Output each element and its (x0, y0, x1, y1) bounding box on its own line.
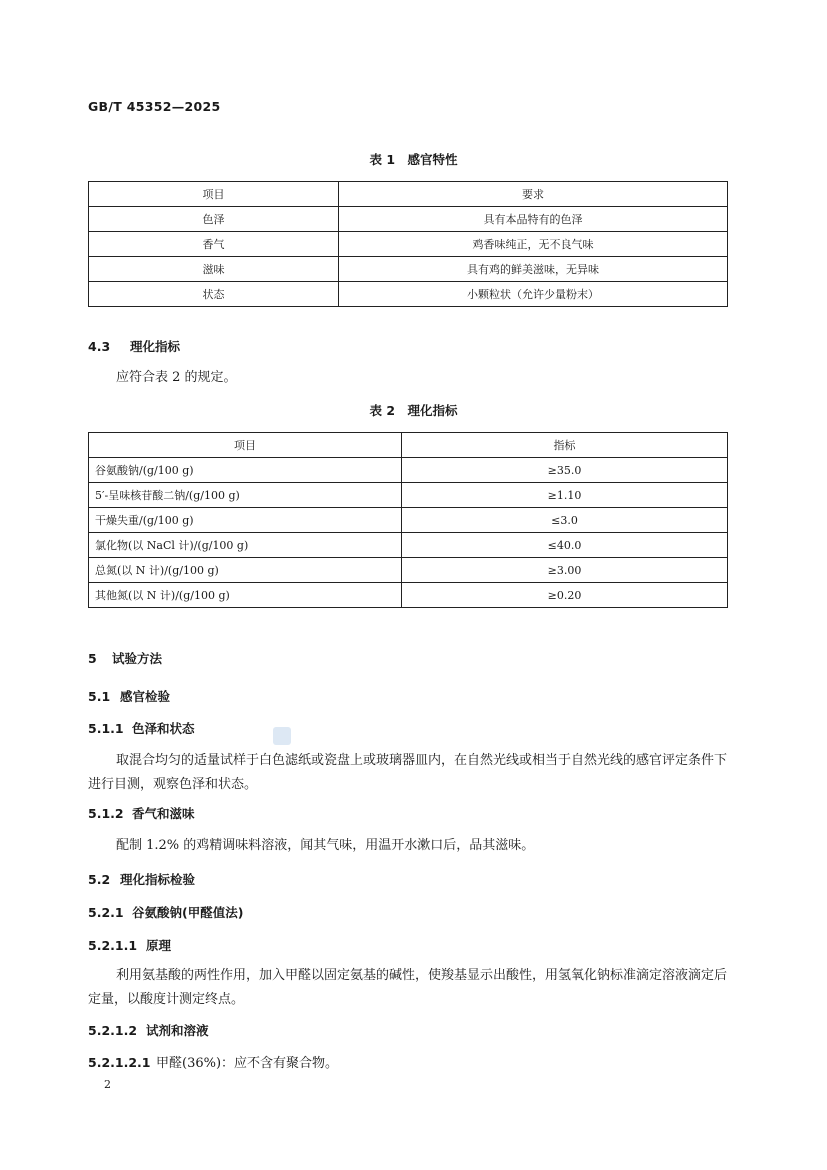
table-cell: 具有本品特有的色泽 (339, 207, 728, 232)
section-5-1-1-text: 取混合均匀的适量试样于白色滤纸或瓷盘上或玻璃器皿内，在自然光线或相当于自然光线的感官评定条件下进行目测，观察色泽和状态。 (88, 753, 728, 792)
section-5-2-1-heading (88, 903, 243, 921)
table-row (89, 483, 728, 508)
page-number: 2 (104, 1078, 111, 1091)
table-cell: ≥0.20 (402, 583, 728, 608)
section-5-2-1-2-1-item (88, 1052, 338, 1071)
physicochemical-table (88, 432, 728, 608)
section-title: 试验方法 (112, 651, 163, 666)
section-5-2-heading (88, 870, 195, 888)
table-cell: 鸡香味纯正，无不良气味 (339, 232, 728, 257)
section-number: 5.2.1.2.1 (88, 1055, 151, 1070)
table-row (89, 257, 728, 282)
table-row (89, 232, 728, 257)
section-number: 5.2 (88, 872, 111, 887)
table-cell: 氯化物(以 NaCl 计)/(g/100 g) (89, 533, 402, 558)
column-header: 项目 (89, 182, 339, 207)
table-cell: ≥1.10 (402, 483, 728, 508)
table-row (89, 458, 728, 483)
table-cell: ≤40.0 (402, 533, 728, 558)
table-row (89, 533, 728, 558)
table-row (89, 282, 728, 307)
table-cell: 色泽 (89, 207, 339, 232)
section-title: 色泽和状态 (132, 721, 195, 736)
section-5-1-1-heading (88, 719, 195, 737)
section-4-3-heading (88, 337, 180, 355)
section-title: 原理 (146, 938, 172, 953)
table-cell: 状态 (89, 282, 339, 307)
table-cell: 其他氮(以 N 计)/(g/100 g) (89, 583, 402, 608)
table-header-row (89, 433, 728, 458)
section-5-1-2-text: 配制 1.2% 的鸡精调味料溶液，闻其气味，用温开水漱口后，品其滋味。 (116, 838, 535, 853)
table-cell: 滋味 (89, 257, 339, 282)
section-number: 5.2.1.1 (88, 938, 138, 953)
table-cell: 谷氨酸钠/(g/100 g) (89, 458, 402, 483)
table-cell: 香气 (89, 232, 339, 257)
section-title: 感官检验 (120, 689, 171, 704)
section-title: 谷氨酸钠(甲醛值法) (132, 905, 244, 920)
section-5-1-2-heading (88, 804, 195, 822)
section-number: 5.2.1.2 (88, 1023, 138, 1038)
section-number: 5 (88, 651, 97, 666)
sensory-table (88, 181, 728, 307)
section-number: 5.1.1 (88, 721, 124, 736)
table-cell: 总氮(以 N 计)/(g/100 g) (89, 558, 402, 583)
table-cell: 小颗粒状（允许少量粉末） (339, 282, 728, 307)
table-cell: ≤3.0 (402, 508, 728, 533)
column-header: 指标 (402, 433, 728, 458)
table-row (89, 207, 728, 232)
item-text: 甲醛(36%)：应不含有聚合物。 (156, 1056, 339, 1071)
section-title: 理化指标 (130, 339, 181, 354)
section-title: 试剂和溶液 (146, 1023, 209, 1038)
section-number: 5.1.2 (88, 806, 124, 821)
section-5-2-1-1-heading (88, 936, 171, 954)
table-row (89, 583, 728, 608)
table-cell: 具有鸡的鲜美滋味，无异味 (339, 257, 728, 282)
column-header: 项目 (89, 433, 402, 458)
section-number: 5.2.1 (88, 905, 124, 920)
table-cell: ≥35.0 (402, 458, 728, 483)
table-cell: ≥3.00 (402, 558, 728, 583)
section-5-2-1-1-text: 利用氨基酸的两性作用，加入甲醛以固定氨基的碱性，使羧基显示出酸性，用氢氧化钠标准滴定溶液滴定后定量，以酸度计测定终点。 (88, 968, 728, 1007)
section-title: 香气和滋味 (132, 806, 195, 821)
table-cell: 5′-呈味核苷酸二钠/(g/100 g) (89, 483, 402, 508)
table-cell: 干燥失重/(g/100 g) (89, 508, 402, 533)
table1-caption: 表 1 感官特性 (369, 152, 458, 167)
table2-caption: 表 2 理化指标 (369, 403, 458, 418)
section-5-2-1-2-heading (88, 1021, 209, 1039)
section-number: 4.3 (88, 339, 111, 354)
table-header-row (89, 182, 728, 207)
section-5-1-heading (88, 687, 170, 705)
section-number: 5.1 (88, 689, 111, 704)
watermark-logo-icon (273, 727, 291, 745)
table-row (89, 508, 728, 533)
table-row (89, 558, 728, 583)
section-4-3-text: 应符合表 2 的规定。 (116, 370, 237, 385)
section-5-heading (88, 649, 162, 667)
section-title: 理化指标检验 (120, 872, 196, 887)
document-id: GB/T 45352—2025 (88, 99, 221, 114)
column-header: 要求 (339, 182, 728, 207)
